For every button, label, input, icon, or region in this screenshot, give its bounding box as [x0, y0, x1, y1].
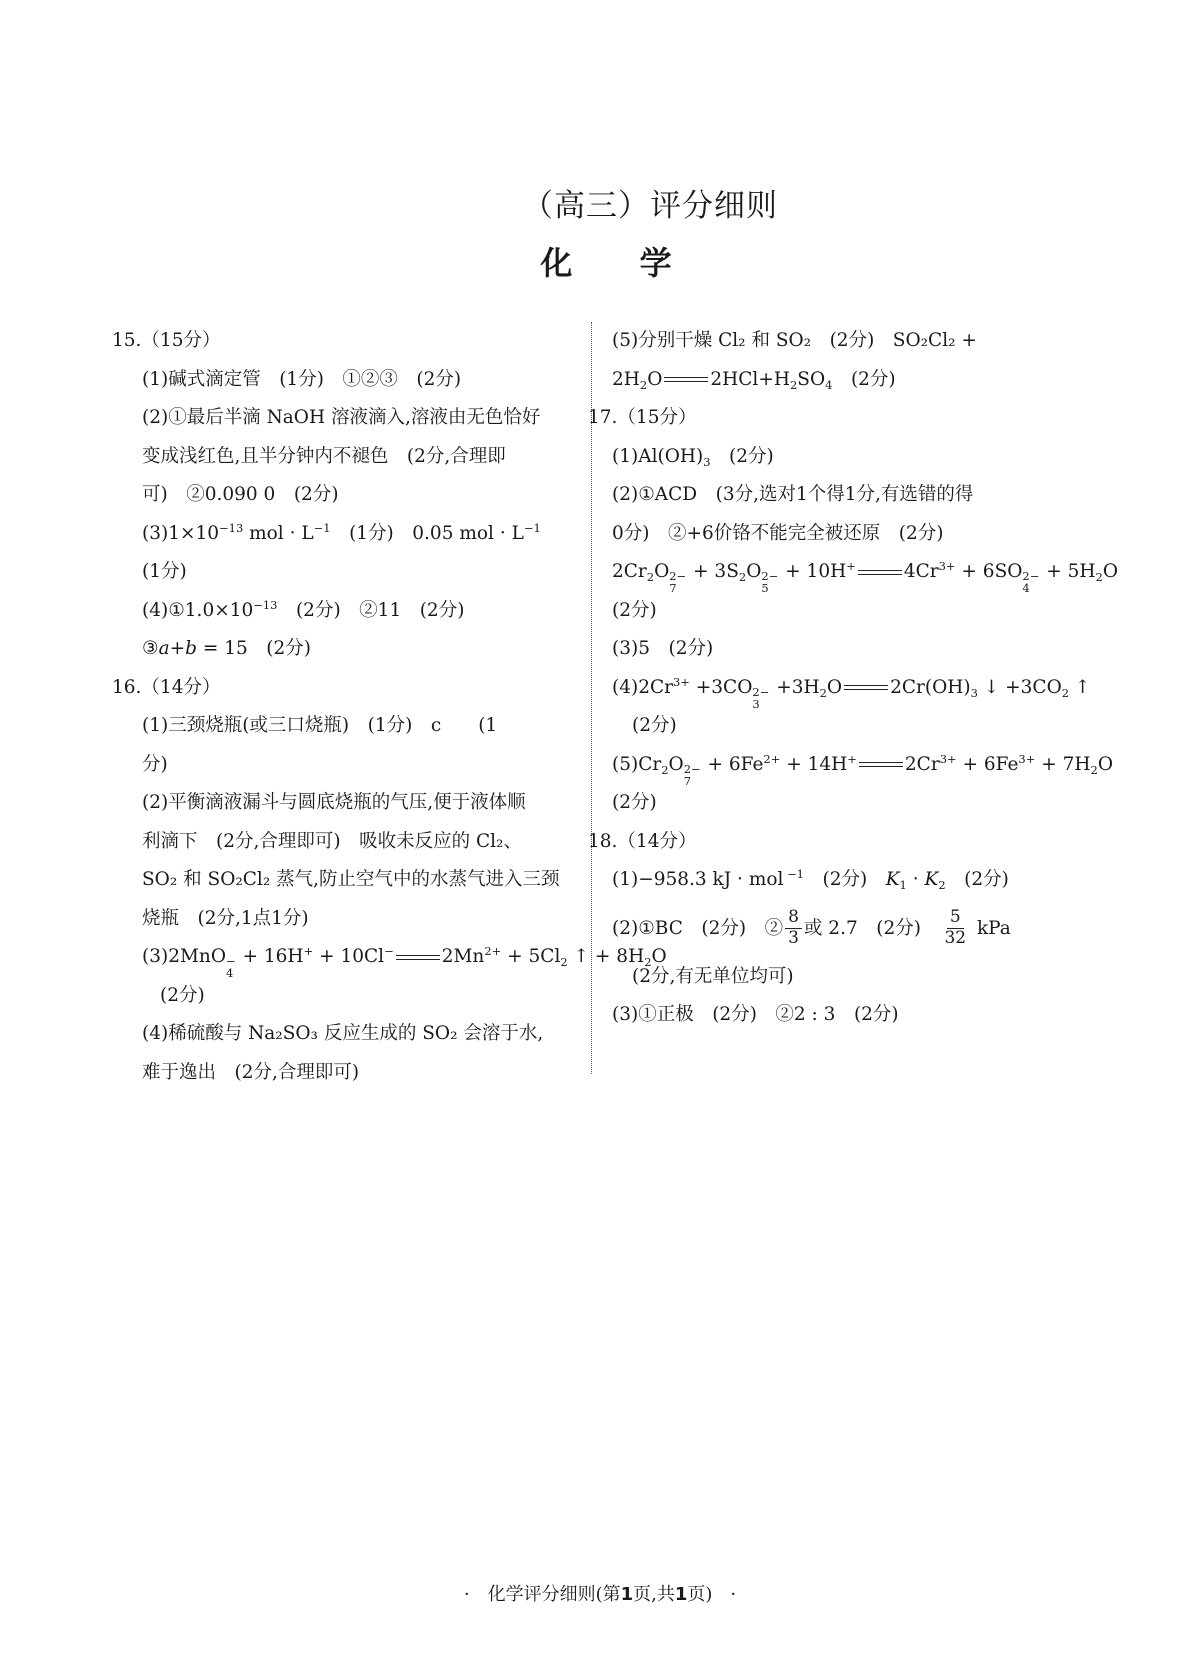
q17-part-2-line-1: (2)①ACD (3分,选对1个得1分,有选错的得: [612, 484, 974, 505]
q18-part-2-line-1: (2)①BC (2分) ② $\frac{8}{3}$ 或 2.7 (2分) $\frac{5}{32}$ kPa: [612, 907, 1011, 948]
q17-part-2-score: (2分): [612, 599, 657, 621]
q18-part-1: (1)−958.3 kJ · mol $^{-1}$ (2分) $K_1 \cdot K_2$ (2分): [612, 867, 1009, 892]
q15-part-1: (1)碱式滴定管 (1分) ①②③ (2分): [142, 368, 462, 390]
question-15-heading: 15.（15分）: [112, 330, 221, 351]
page-footer: · 化学评分细则(第1页,共1页) ·: [463, 1584, 737, 1605]
fraction-8-3: $\frac{8}{3}$: [785, 908, 802, 948]
q17-part-2-equation: $2Cr_2O$ 2− 7 + $3S_2O$ 2− 5 + 10H+ $4Cr^{3+} + 6SO$ 2− 4 + $5H_2O$: [612, 559, 1118, 596]
equation-sign: [396, 955, 440, 960]
q17-part-3: (3)5 (2分): [612, 638, 714, 659]
q17-part-5-equation: $(5)Cr_2O$ 2− 7 + $6Fe^{2+} + 14H^+$ $2Cr^{3+} + 6Fe^{3+} + 7H_2O$: [612, 751, 1113, 788]
q17-part-4-equation: $(4)2Cr^{3+} +3CO$ 2− 3 $+3H_2O$ $2Cr(OH)_3$ ↓ $+3CO_2$ ↑: [612, 674, 1091, 711]
q16-part-4-line-1: (4)稀硫酸与 Na₂SO₃ 反应生成的 SO₂ 会溶于水,: [142, 1023, 544, 1044]
equation-sign: [664, 377, 708, 382]
q16-part-2-line-3: SO₂ 和 SO₂Cl₂ 蒸气,防止空气中的水蒸气进入三颈: [142, 869, 560, 890]
q15-part-4-line-1: $(4)①1.0\times 10^{-13}$ (2分) ②11 (2分): [142, 597, 465, 621]
document-subtitle: （高三）评分细则: [522, 188, 778, 224]
fraction-5-32: $\frac{5}{32}$: [944, 907, 967, 948]
q17-part-1: $(1)Al(OH)_3$ (2分): [612, 445, 774, 469]
equation-sign: [858, 570, 902, 575]
q15-part-2-line-2: 变成浅红色,且半分钟内不褪色 (2分,合理即: [142, 445, 506, 467]
q16-part-4-line-2: 难于逸出 (2分,合理即可): [142, 1061, 360, 1083]
document-title: 化 学: [540, 244, 700, 282]
q18-part-2-line-2: (2分,有无单位均可): [632, 965, 794, 987]
q16-part-2-line-2: 利滴下 (2分,合理即可) 吸收未反应的 Cl₂、: [142, 830, 522, 852]
q16-part-2-line-4: 烧瓶 (2分,1点1分): [142, 907, 309, 929]
equation-sign: [844, 685, 888, 690]
q16-part-3-score: (2分): [160, 984, 205, 1006]
q16-part-2-line-1: (2)平衡滴液漏斗与圆底烧瓶的气压,便于液体顺: [142, 792, 526, 813]
q16-part-3-equation: (3)2MnO − 4 + 16H+ + 10Cl− $2Mn^{2+} + 5Cl_2$ ↑ + $8H_2O$: [142, 944, 667, 981]
q17-part-4-score: (2分): [632, 715, 677, 736]
question-17-heading: 17.（15分）: [588, 407, 697, 428]
equation-sign: [859, 762, 903, 767]
q16-part-1-line-2: 分): [142, 753, 168, 775]
q16-part-5-line-1: (5)分别干燥 Cl₂ 和 SO₂ (2分) SO₂Cl₂ +: [612, 330, 977, 351]
right-column: [588, 322, 1118, 1035]
q18-part-3: (3)①正极 (2分) ②2 : 3 (2分): [612, 1004, 899, 1025]
q17-part-5-score: (2分): [612, 792, 657, 813]
q15-part-4-line-2: ③a+b = 15 (2分): [142, 638, 311, 659]
q16-part-1-line-1: (1)三颈烧瓶(或三口烧瓶) (1分) c (1: [142, 715, 498, 736]
q17-part-2-line-2: 0分) ②+6价铬不能完全被还原 (2分): [612, 522, 944, 544]
q15-part-2-line-1: (2)①最后半滴 NaOH 溶液滴入,溶液由无色恰好: [142, 407, 541, 428]
q15-part-3-line-1: $(3)1\times 10^{-13}$ mol · $L^{-1}$ (1分) 0.05 mol · $L^{-1}$: [142, 520, 541, 544]
q15-part-3-line-2: (1分): [142, 561, 187, 582]
q16-part-5-line-2: $2H_2O$ $2HCl+H_2SO_4$ (2分): [612, 368, 896, 392]
q15-part-2-line-3: 可) ②0.090 0 (2分): [142, 484, 339, 505]
question-16-heading: 16.（14分）: [112, 676, 221, 698]
question-18-heading: 18.（14分）: [588, 830, 697, 852]
